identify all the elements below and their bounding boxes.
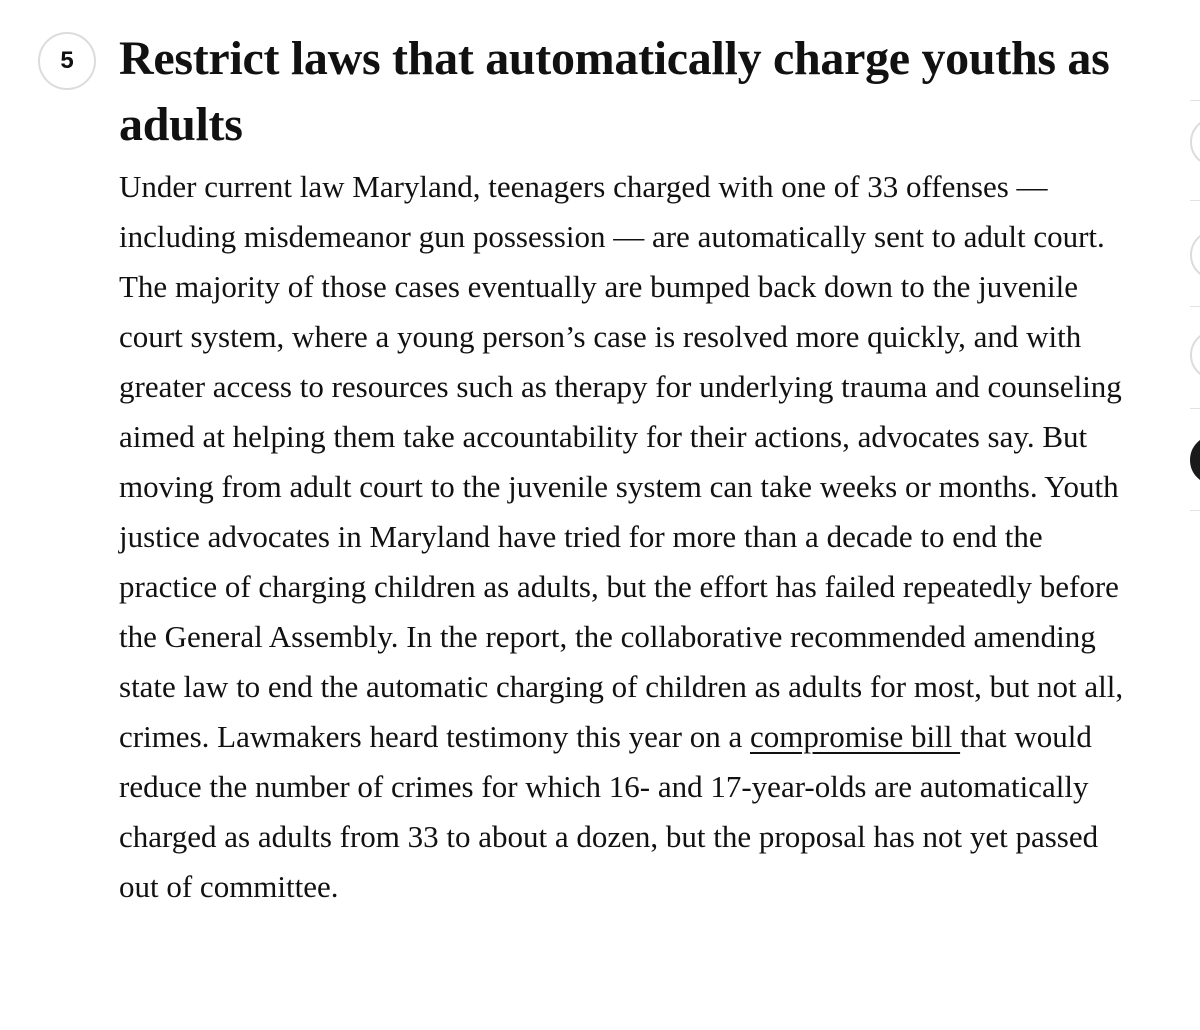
section-nav-dot-1[interactable] [1190,117,1200,167]
section-nav-dot-2[interactable] [1190,230,1200,280]
section-nav-rail [1180,0,1200,1030]
section-nav-dot-3[interactable] [1190,330,1200,380]
body-paragraph [119,162,1124,912]
compromise-bill-link[interactable]: compromise bill [750,719,961,754]
body-text-after-link: that would reduce the number of crimes for which 16- and 17-year-olds are automatically charged as adults from 33 to about a dozen, but the proposal has not yet passed out of committee. [119,719,1099,904]
nav-divider [1190,408,1200,409]
section-heading: Restrict laws that automatically charge youths as adults [119,32,1110,151]
nav-divider [1190,510,1200,511]
nav-divider [1190,306,1200,307]
section-nav-dot-active[interactable] [1190,435,1200,485]
item-number: 5 [60,47,74,74]
nav-divider [1190,200,1200,201]
nav-divider [1190,100,1200,101]
body-text-before-link: Under current law Maryland, teenagers charged with one of 33 offenses — including misdemeanor gun possession — are automatically sent to adult court. The majority of those cases eventually are bumped back down to the juvenile court system, where a young person’s case is resolved more quickly, and with greater access to resources such as therapy for underlying trauma and counseling aimed at helping them take accountability for their actions, advocates say. But moving from adult court to the juvenile system can take weeks or months. Youth justice advocates in Maryland have tried for more than a decade to end the practice of charging children as adults, but the effort has failed repeatedly before the General Assembly. In the report, the collaborative recommended amending state law to end the automatic charging of children as adults for most, but not all, crimes. Lawmakers heard testimony this year on a [119,169,1124,754]
item-number-badge [38,32,96,90]
